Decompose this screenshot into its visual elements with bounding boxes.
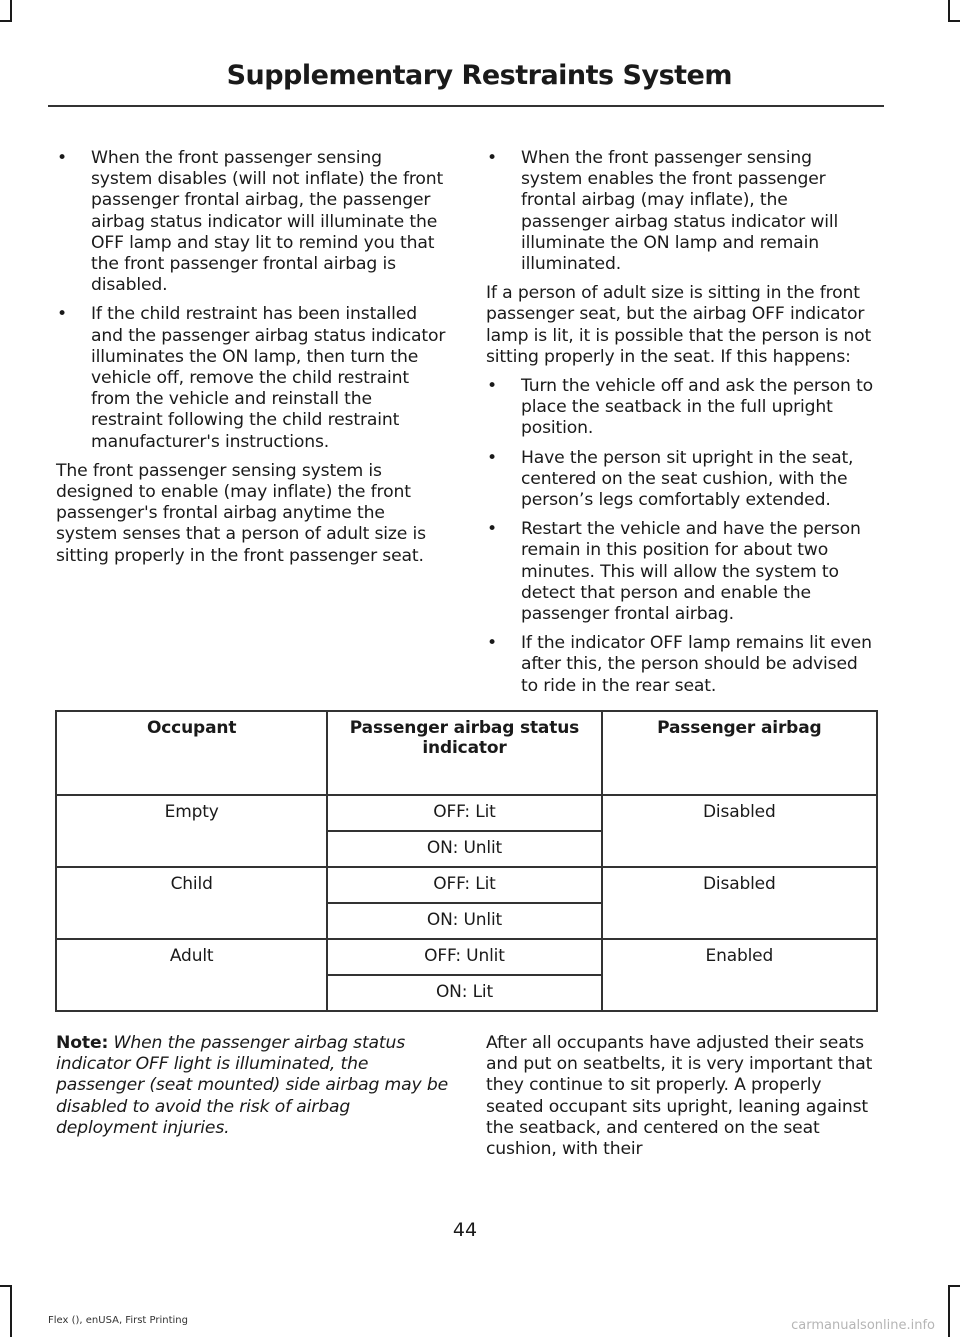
bullet-icon: • — [487, 447, 497, 468]
list-item: • If the indicator OFF lamp remains lit even after this, the person should be advised to ride in the rear seat. — [487, 633, 872, 696]
bullet-icon: • — [487, 519, 497, 540]
list-item: • Restart the vehicle and have the person remain in this position for about two minutes. This will allow the system to detect that person and enable the passenger frontal airbag. — [487, 519, 861, 625]
bullet-icon: • — [487, 376, 497, 397]
list-item: • If the child restraint has been installed and the passenger airbag status indicator illuminates the ON lamp, then turn the vehicle off, remove the child restraint from the vehicle and reinstall the restraint following the child restraint manufacturer's instructions. — [57, 304, 446, 452]
bullet-icon: • — [57, 148, 67, 168]
body-paragraph: After all occupants have adjusted their seats and put on seatbelts, it is very important that they continue to sit properly. A properly seated occupant sits upright, leaning against the seatback, and centered on the seat cushion, with their — [486, 1033, 873, 1160]
bullet-icon: • — [487, 148, 497, 168]
crop-mark — [948, 20, 960, 22]
airbag-cell: Disabled — [602, 795, 877, 867]
table-row — [56, 939, 877, 975]
table-row — [56, 867, 877, 903]
list-item: • Turn the vehicle off and ask the person to place the seatback in the full upright position. — [487, 376, 874, 439]
body-paragraph: If a person of adult size is sitting in the front passenger seat, but the airbag OFF indicator lamp is lit, it is possible that the person is not sitting properly in the seat. If this happens: — [486, 283, 872, 367]
occupant-cell: Child — [56, 867, 327, 939]
bullet-icon: • — [487, 633, 497, 654]
crop-mark — [948, 1285, 950, 1337]
indicator-cell: ON: Unlit — [327, 831, 601, 867]
crop-mark — [948, 1285, 960, 1287]
note-block — [56, 1033, 452, 1139]
table-row — [56, 795, 877, 831]
left-column — [56, 148, 448, 575]
airbag-cell: Disabled — [602, 867, 877, 939]
crop-mark — [0, 1285, 12, 1287]
left-bullet-list — [56, 148, 448, 453]
crop-mark — [10, 1285, 12, 1337]
note-label: Note: — [56, 1033, 109, 1053]
right-bullet-list — [486, 376, 878, 697]
watermark: carmanualsonline.info — [791, 1318, 935, 1333]
column-header-airbag: Passenger airbag — [602, 711, 877, 795]
note-text: When the passenger airbag status indicator OFF light is illuminated, the passenger (seat mounted) side airbag may be disabled to avoid the risk of airbag deployment injuries. — [56, 1033, 449, 1138]
header-divider — [48, 105, 884, 107]
column-header-occupant: Occupant — [56, 711, 327, 795]
indicator-cell: OFF: Lit — [327, 795, 601, 831]
occupant-cell: Adult — [56, 939, 327, 1011]
page-title: Supplementary Restraints System — [226, 60, 732, 91]
list-item: • Have the person sit upright in the seat, centered on the seat cushion, with the person’s legs comfortably extended. — [487, 447, 854, 511]
indicator-cell: OFF: Lit — [327, 867, 601, 903]
bullet-icon: • — [57, 304, 67, 325]
column-header-indicator: Passenger airbag status indicator — [327, 711, 601, 795]
page-number: 44 — [452, 1219, 478, 1241]
footer-text: Flex (), enUSA, First Printing — [48, 1315, 188, 1326]
crop-mark — [0, 20, 12, 22]
list-item: • When the front passenger sensing system disables (will not inflate) the front passenger frontal airbag, the passenger airbag status indicator will illuminate the OFF lamp and stay lit to remind you that the front passenger frontal airbag is disabled. — [57, 148, 444, 296]
right-column — [486, 148, 878, 705]
crop-mark — [948, 0, 950, 22]
indicator-cell: ON: Lit — [327, 975, 601, 1011]
right-top-bullet-list — [486, 148, 878, 275]
indicator-cell: ON: Unlit — [327, 903, 601, 939]
indicator-cell: OFF: Unlit — [327, 939, 601, 975]
table-header-row — [56, 711, 877, 795]
crop-mark — [10, 0, 12, 22]
airbag-status-table — [55, 710, 878, 1012]
list-item: • When the front passenger sensing system enables the front passenger frontal airbag (may inflate), the passenger airbag status indicator will illuminate the ON lamp and remain illuminated. — [487, 148, 839, 275]
airbag-cell: Enabled — [602, 939, 877, 1011]
body-paragraph: The front passenger sensing system is designed to enable (may inflate) the front passenger's frontal airbag anytime the system senses that a person of adult size is sitting properly in the front passenger seat. — [56, 460, 426, 566]
occupant-cell: Empty — [56, 795, 327, 867]
